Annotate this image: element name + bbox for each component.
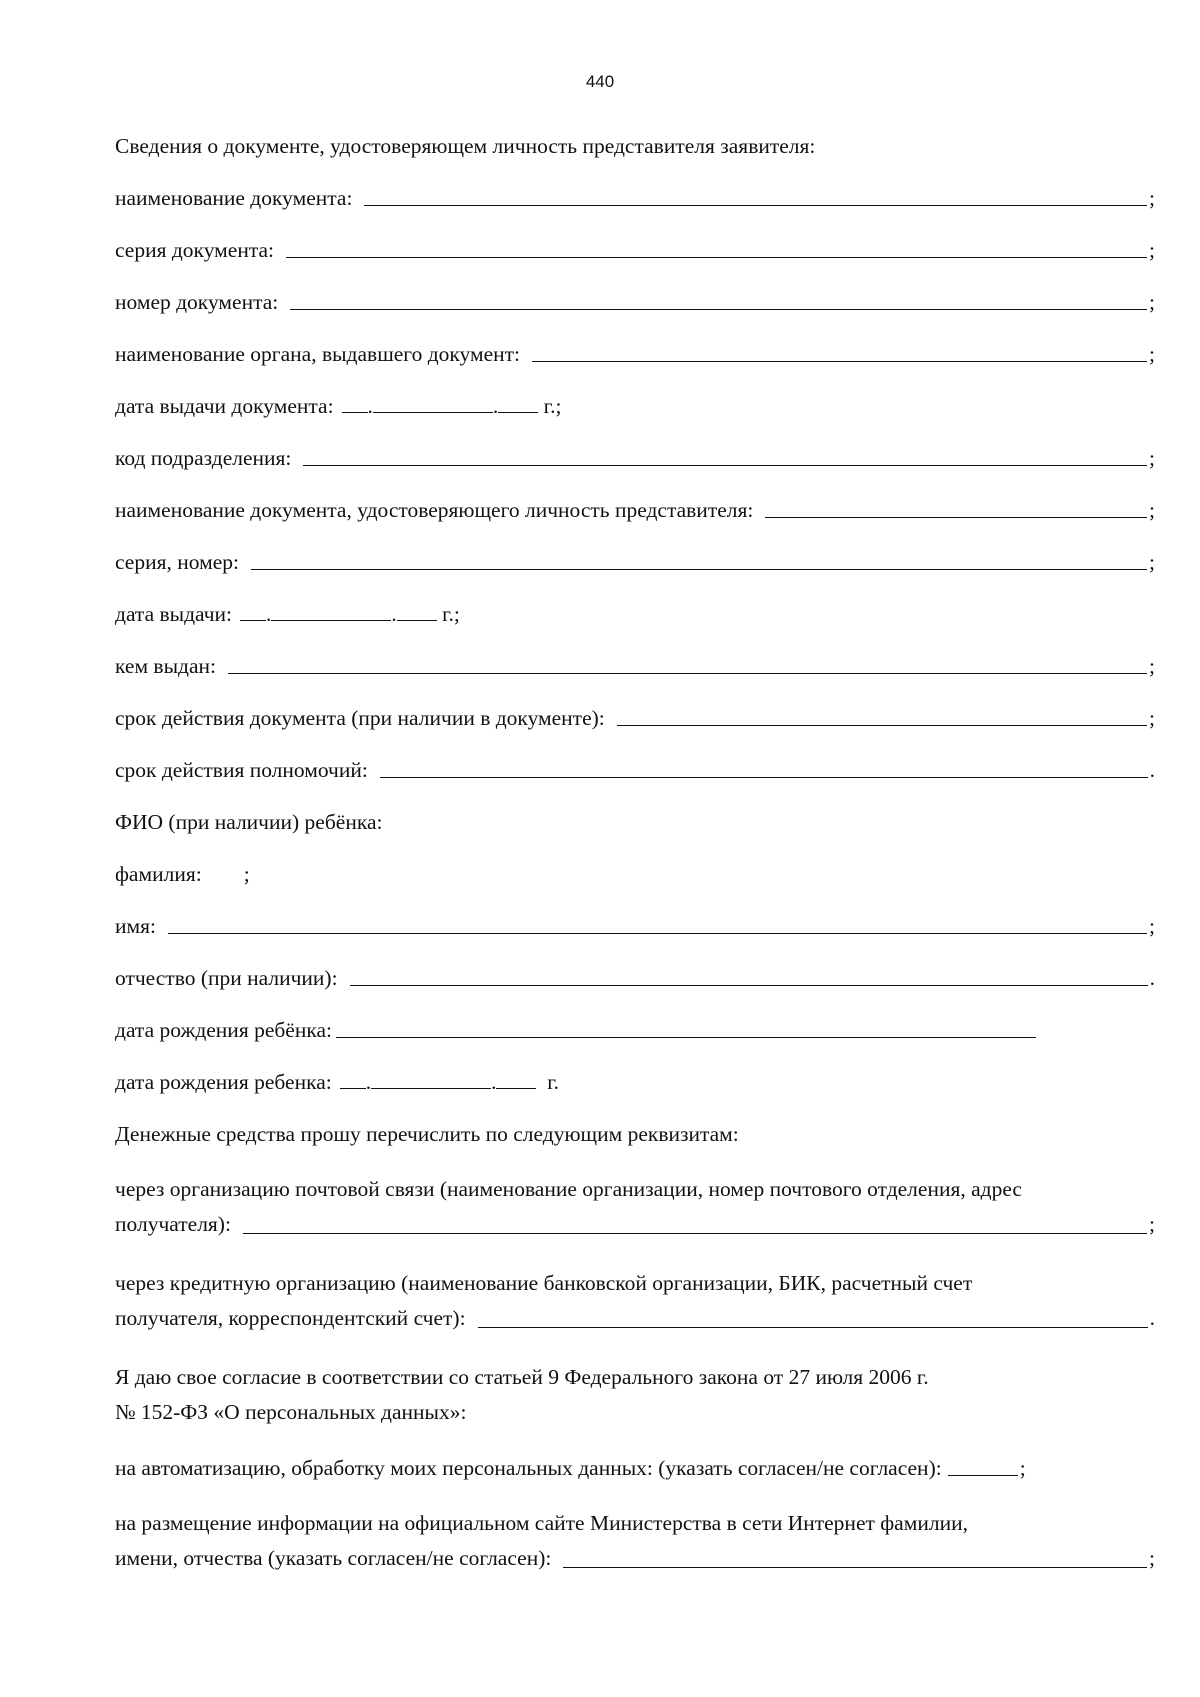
consent-line-1	[115, 1360, 1155, 1395]
field-end: ;	[1149, 654, 1155, 678]
day-blank[interactable]	[240, 600, 266, 621]
postal-line-2	[115, 1207, 1155, 1242]
consent-site-input-line[interactable]	[563, 1547, 1147, 1568]
date-dot: .	[266, 602, 272, 626]
patronymic-input-line[interactable]	[350, 965, 1148, 986]
month-blank[interactable]	[371, 1068, 491, 1089]
field-issued-by	[115, 652, 1155, 680]
date-dot: .	[367, 394, 373, 418]
postal-text-2: получателя):	[115, 1212, 231, 1236]
field-label: серия, номер:	[115, 550, 239, 574]
date-dot: .	[491, 1070, 497, 1094]
month-blank[interactable]	[373, 392, 493, 413]
field-label: серия документа:	[115, 238, 274, 262]
consent-text-2: № 152-ФЗ «О персональных данных»:	[115, 1400, 467, 1424]
child-birth-date-2-input[interactable]	[340, 1068, 559, 1096]
field-label: отчество (при наличии):	[115, 966, 338, 990]
bank-input-line[interactable]	[478, 1307, 1148, 1328]
date-dot: .	[391, 602, 397, 626]
field-consent-auto	[115, 1454, 1155, 1482]
field-bank	[115, 1266, 1155, 1336]
issue-date-input[interactable]	[342, 392, 562, 420]
field-doc-validity	[115, 704, 1155, 732]
field-end: .	[1149, 966, 1155, 990]
rep-doc-name-input-line[interactable]	[765, 497, 1147, 518]
year-suffix: г.;	[543, 394, 562, 418]
postal-text-1: через организацию почтовой связи (наименование организации, номер почтового отделения, адрес	[115, 1177, 1022, 1201]
postal-line-1	[115, 1172, 1155, 1207]
consent-site-text-1: на размещение информации на официальном сайте Министерства в сети Интернет фамилии,	[115, 1511, 968, 1535]
year-blank[interactable]	[496, 1068, 536, 1089]
year-suffix: г.;	[442, 602, 460, 626]
field-label: дата выдачи документа:	[115, 394, 334, 418]
field-label: наименование органа, выдавшего документ:	[115, 342, 521, 366]
child-fio-heading-text: ФИО (при наличии) ребёнка:	[115, 810, 383, 834]
field-label: дата выдачи:	[115, 602, 233, 626]
field-label: кем выдан:	[115, 654, 216, 678]
field-issue-date	[115, 392, 1155, 420]
field-label: номер документа:	[115, 290, 279, 314]
page-number: 440	[585, 72, 615, 91]
doc-validity-input-line[interactable]	[617, 705, 1147, 726]
issued-by-input-line[interactable]	[228, 653, 1147, 674]
authority-validity-input-line[interactable]	[380, 757, 1148, 778]
field-patronymic	[115, 964, 1155, 992]
doc-name-input-line[interactable]	[364, 185, 1147, 206]
field-end: .	[1149, 758, 1155, 782]
issue-date-2-input[interactable]	[240, 600, 460, 628]
consent-statement	[115, 1360, 1155, 1430]
field-rep-doc-name	[115, 496, 1155, 524]
year-blank[interactable]	[498, 392, 538, 413]
field-series-number	[115, 548, 1155, 576]
field-issuer-name	[115, 340, 1155, 368]
field-end: ;	[1149, 446, 1155, 470]
field-end: ;	[1149, 914, 1155, 938]
payment-heading	[115, 1120, 1155, 1148]
field-division-code	[115, 444, 1155, 472]
field-end: ;	[1149, 498, 1155, 522]
consent-line-2	[115, 1395, 1155, 1430]
field-end: ;	[1149, 706, 1155, 730]
postal-input-line[interactable]	[243, 1213, 1147, 1234]
month-blank[interactable]	[271, 600, 391, 621]
field-label: имя:	[115, 914, 156, 938]
consent-text-1: Я даю свое согласие в соответствии со статьей 9 Федерального закона от 27 июля 2006 г.	[115, 1365, 929, 1389]
field-doc-number	[115, 288, 1155, 316]
consent-auto-input-line[interactable]	[948, 1455, 1018, 1476]
doc-number-input-line[interactable]	[290, 289, 1147, 310]
day-blank[interactable]	[342, 392, 368, 413]
payment-heading-text: Денежные средства прошу перечислить по следующим реквизитам:	[115, 1122, 739, 1146]
section-title	[115, 132, 1155, 160]
field-end: ;	[1149, 1212, 1155, 1236]
field-label: дата рождения ребенка:	[115, 1070, 332, 1094]
child-fio-heading	[115, 808, 1155, 836]
series-number-input-line[interactable]	[251, 549, 1147, 570]
field-label: дата рождения ребёнка:	[115, 1018, 332, 1042]
field-label: фамилия:	[115, 862, 202, 886]
bank-line-1	[115, 1266, 1155, 1301]
field-end: ;	[1149, 342, 1155, 366]
field-label: на автоматизацию, обработку моих персональных данных: (указать согласен/не согласен):	[115, 1456, 942, 1480]
field-surname	[115, 860, 1155, 888]
issuer-name-input-line[interactable]	[532, 341, 1147, 362]
field-label: код подразделения:	[115, 446, 292, 470]
field-end: ;	[243, 862, 250, 886]
field-label: срок действия полномочий:	[115, 758, 368, 782]
field-doc-name	[115, 184, 1155, 212]
year-blank[interactable]	[397, 600, 437, 621]
bank-text-2: получателя, корреспондентский счет):	[115, 1306, 466, 1330]
consent-site-line-1	[115, 1506, 1155, 1541]
bank-line-2	[115, 1301, 1155, 1336]
field-child-birth-date	[115, 1016, 1155, 1044]
field-first-name	[115, 912, 1155, 940]
field-end: .	[1149, 1306, 1155, 1330]
field-issue-date-2	[115, 600, 1155, 628]
year-suffix: г.	[547, 1070, 559, 1094]
day-blank[interactable]	[340, 1068, 366, 1089]
field-authority-validity	[115, 756, 1155, 784]
field-label: наименование документа:	[115, 186, 353, 210]
consent-site-text-2: имени, отчества (указать согласен/не согласен):	[115, 1546, 552, 1570]
field-label: наименование документа, удостоверяющего личность представителя:	[115, 498, 754, 522]
field-end: ;	[1149, 238, 1155, 262]
field-end: ;	[1149, 550, 1155, 574]
division-code-input-line[interactable]	[303, 445, 1147, 466]
field-doc-series	[115, 236, 1155, 264]
section-title-text: Сведения о документе, удостоверяющем личность представителя заявителя:	[115, 134, 816, 158]
field-end: ;	[1149, 186, 1155, 210]
field-end: ;	[1149, 290, 1155, 314]
field-postal	[115, 1172, 1155, 1242]
consent-site-line-2	[115, 1541, 1155, 1576]
field-consent-site	[115, 1506, 1155, 1576]
date-dot: .	[492, 394, 499, 418]
form-content	[115, 132, 1155, 1600]
field-end: ;	[1019, 1456, 1026, 1480]
field-label: срок действия документа (при наличии в документе):	[115, 706, 605, 730]
child-birth-date-input-line[interactable]	[336, 1017, 1036, 1038]
field-end: ;	[1149, 1546, 1155, 1570]
field-child-birth-date-2	[115, 1068, 1155, 1096]
date-dot: .	[365, 1070, 372, 1094]
bank-text-1: через кредитную организацию (наименование банковской организации, БИК, расчетный счет	[115, 1271, 973, 1295]
first-name-input-line[interactable]	[168, 913, 1147, 934]
doc-series-input-line[interactable]	[286, 237, 1147, 258]
